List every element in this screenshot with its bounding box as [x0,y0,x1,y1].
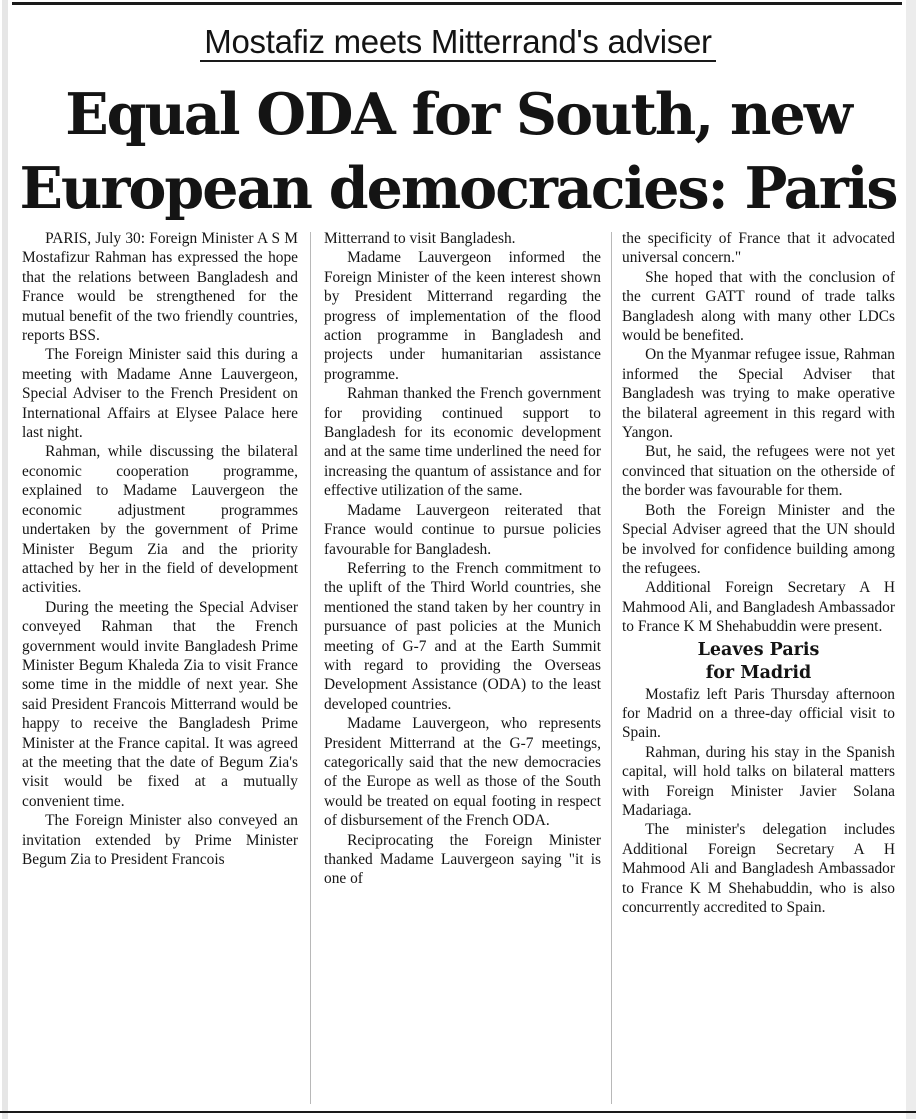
subheading [622,639,895,685]
paragraph: Mostafiz left Paris Thursday afternoon for Madrid on a three-day official visit to Spain. [622,685,895,742]
paragraph: Referring to the French commitment to the uplift of the Third World countries, she mentioned the stand taken by her country in pursuance of past policies at the Munich meeting of G-7 and at the Earth Summit with regard to providing the Overseas Development Assistance (ODA) to the least developed countries. [324,559,601,713]
paragraph: Additional Foreign Secretary A H Mahmood Ali, and Bangladesh Ambassador to France K M Shehabuddin were present. [622,579,895,636]
bottom-rule [0,1111,916,1113]
paragraph: She hoped that with the conclusion of the current GATT round of trade talks Bangladesh along with many other LDCs would be benefited. [622,268,895,345]
paragraph: Rahman, while discussing the bilateral economic cooperation programme, explained to Madame Lauvergeon the economic adjustment programmes undertaken by the government of Prime Minister Begum Zia and the priority attached by her in the field of development activities. [22,443,298,597]
paragraph: Mitterrand to visit Bangladesh. [324,230,516,247]
subheading-line-2: for Madrid [705,662,812,683]
kicker-text: Mostafiz meets Mitterrand's adviser [200,23,715,62]
column-divider-1 [310,232,311,1104]
paragraph: The minister's delegation includes Additional Foreign Secretary A H Mahmood Ali and Bangladesh Ambassador to France K M Shehabuddin, who is also concurrently accredited to Spain. [622,821,895,916]
paragraph: Reciprocating the Foreign Minister thanked Madame Lauvergeon saying "it is one of [324,831,601,888]
paragraph: Both the Foreign Minister and the Special Adviser agreed that the UN should be involved for confidence building among the refugees. [622,501,895,577]
paragraph: PARIS, July 30: Foreign Minister A S M Mostafizur Rahman has expressed the hope that the relations between Bangladesh and France would be strengthened for the mutual benefit of the two friendly countries, reports BSS. [22,230,298,345]
paragraph: Madame Lauvergeon reiterated that France would continue to pursue policies favourable for Bangladesh. [324,501,601,558]
article-column-2 [324,229,601,1109]
paragraph: the specificity of France that it advocated universal concern." [622,230,895,267]
paragraph: The Foreign Minister said this during a meeting with Madame Anne Lauvergeon, Special Adviser to the French President on International Affairs at Elysee Palace here last night. [22,346,298,442]
paragraph: Madame Lauvergeon informed the Foreign Minister of the keen interest shown by President Mitterrand regarding the progress of implementation of the flood action programme in Bangladesh and projects under humanitarian assistance programme. [324,249,601,383]
kicker-headline [0,22,916,62]
column-divider-2 [611,232,612,1104]
paragraph: During the meeting the Special Adviser conveyed Rahman that the French government would invite Bangladesh Prime Minister Begum Khaleda Zia to visit France some time in the middle of next year. She said President Francois Mitterrand would be happy to receive the Bangladesh Prime Minister at the France capital. It was agreed at the meeting that the date of Begum Zia's visit would be fixed at a mutually convenient time. [22,598,298,810]
main-headline [0,78,916,226]
subheading-line-1: Leaves Paris [697,639,820,660]
headline-line-1: Equal ODA for South, new [65,81,851,148]
paragraph: Rahman thanked the French government for providing continued support to Bangladesh for its economic development and at the same time underlined the need for increasing the quantum of assistance and for effective utilization of the same. [324,385,601,500]
article-column-1 [22,229,298,1109]
headline-line-2: European democracies: Paris [19,155,897,222]
paragraph: On the Myanmar refugee issue, Rahman informed the Special Adviser that Bangladesh was trying to make operative the bilateral agreement in this regard with Yangon. [622,346,895,442]
paragraph: But, he said, the refugees were not yet convinced that situation on the otherside of the border was favourable for them. [622,443,895,500]
paragraph: Rahman, during his stay in the Spanish capital, will hold talks on bilateral matters with Foreign Minister Javier Solana Madariaga. [622,743,895,819]
paragraph: The Foreign Minister also conveyed an invitation extended by Prime Minister Begum Zia to President Francois [22,812,298,868]
paragraph: Madame Lauvergeon, who represents President Mitterrand at the G-7 meetings, categorically said that the new democracies of the Europe as well as those of the South would be treated on equal footing in respect of disbursement of the French ODA. [324,715,601,830]
top-rule [12,2,902,5]
article-column-3 [622,229,895,1109]
